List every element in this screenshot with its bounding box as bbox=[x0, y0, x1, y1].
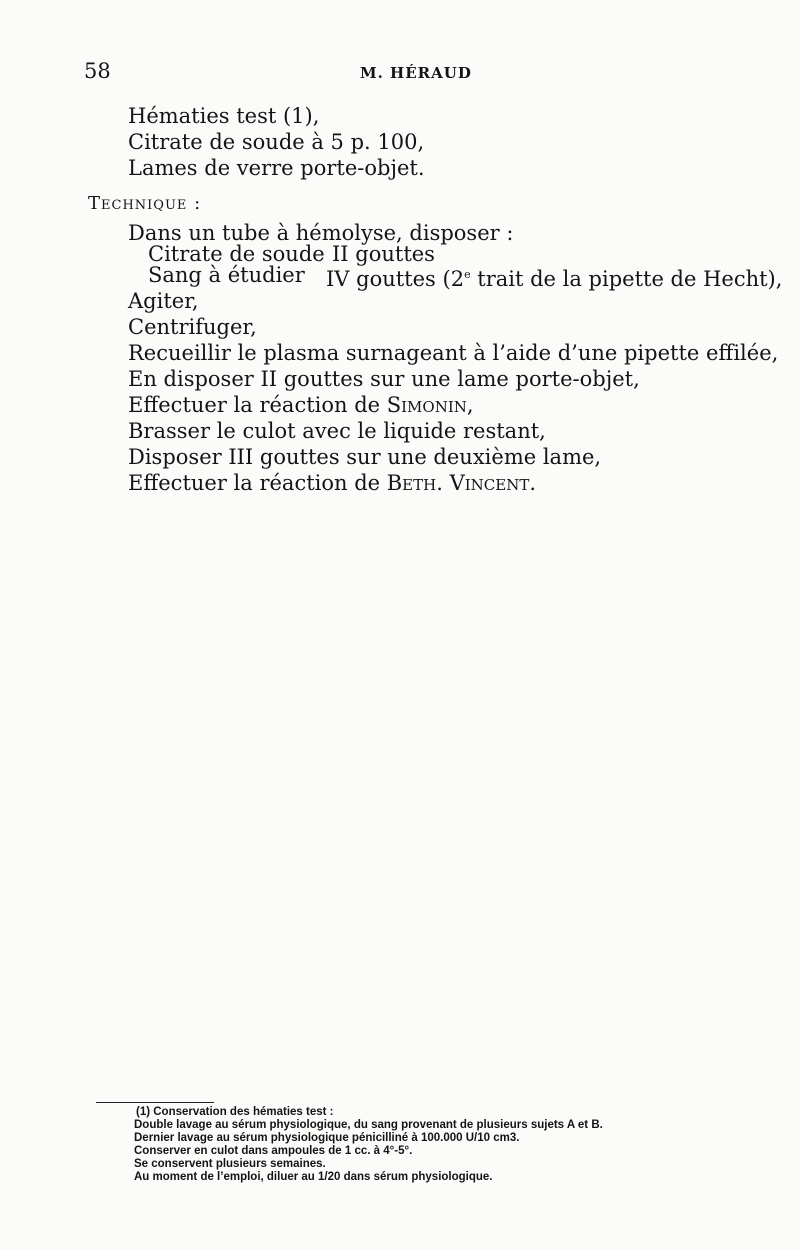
reagent-name: Citrate de soude bbox=[148, 242, 325, 266]
footnote-line: (1) Conservation des hématies test : bbox=[136, 1106, 334, 1118]
technique-intro: Dans un tube à hémolyse, disposer : bbox=[128, 221, 514, 245]
step-text: Effectuer la réaction de bbox=[128, 393, 387, 417]
step-item bbox=[128, 392, 474, 418]
footnote-line: Double lavage au sérum physiologique, du sang provenant de plusieurs sujets A et B. bbox=[134, 1119, 603, 1131]
footnote-line: Se conservent plusieurs semaines. bbox=[134, 1158, 326, 1170]
reagent-amount-text: IV gouttes (2 bbox=[326, 267, 465, 291]
section-label-technique: Technique : bbox=[88, 193, 202, 214]
reagent-amount-text: trait de la pipette de Hecht), bbox=[470, 267, 783, 291]
step-item: Recueillir le plasma surnageant à l’aide d’une pipette effilée, bbox=[128, 341, 779, 365]
step-item: Disposer III gouttes sur une deuxième lame, bbox=[128, 445, 602, 469]
material-item: Citrate de soude à 5 p. 100, bbox=[128, 130, 425, 154]
reagent-amount bbox=[326, 262, 782, 292]
material-item: Lames de verre porte-objet. bbox=[128, 156, 425, 180]
running-head: M. HÉRAUD bbox=[360, 64, 472, 82]
footnote-line: Conserver en culot dans ampoules de 1 cc. à 4°-5°. bbox=[134, 1145, 413, 1157]
step-item bbox=[128, 470, 536, 496]
step-item: Agiter, bbox=[128, 289, 199, 313]
reagent-name: Sang à étudier bbox=[148, 263, 305, 287]
reagent-amount: II gouttes bbox=[332, 242, 435, 266]
material-item: Hématies test (1), bbox=[128, 104, 320, 128]
step-item: Centrifuger, bbox=[128, 315, 257, 339]
step-item: En disposer II gouttes sur une lame porte-objet, bbox=[128, 367, 640, 391]
page-number: 58 bbox=[84, 59, 111, 83]
superscript: e bbox=[464, 268, 471, 281]
step-text: Effectuer la réaction de bbox=[128, 471, 387, 495]
footnote-line: Au moment de l’emploi, diluer au 1/20 dans sérum physiologique. bbox=[134, 1171, 493, 1183]
step-item: Brasser le culot avec le liquide restant, bbox=[128, 419, 546, 443]
footnote-rule bbox=[96, 1102, 214, 1103]
author-name-beth-vincent: Beth. Vincent. bbox=[386, 471, 537, 495]
author-name-simonin: Simonin, bbox=[386, 393, 474, 417]
footnote-line: Dernier lavage au sérum physiologique pénicilliné à 100.000 U/10 cm3. bbox=[134, 1132, 520, 1144]
